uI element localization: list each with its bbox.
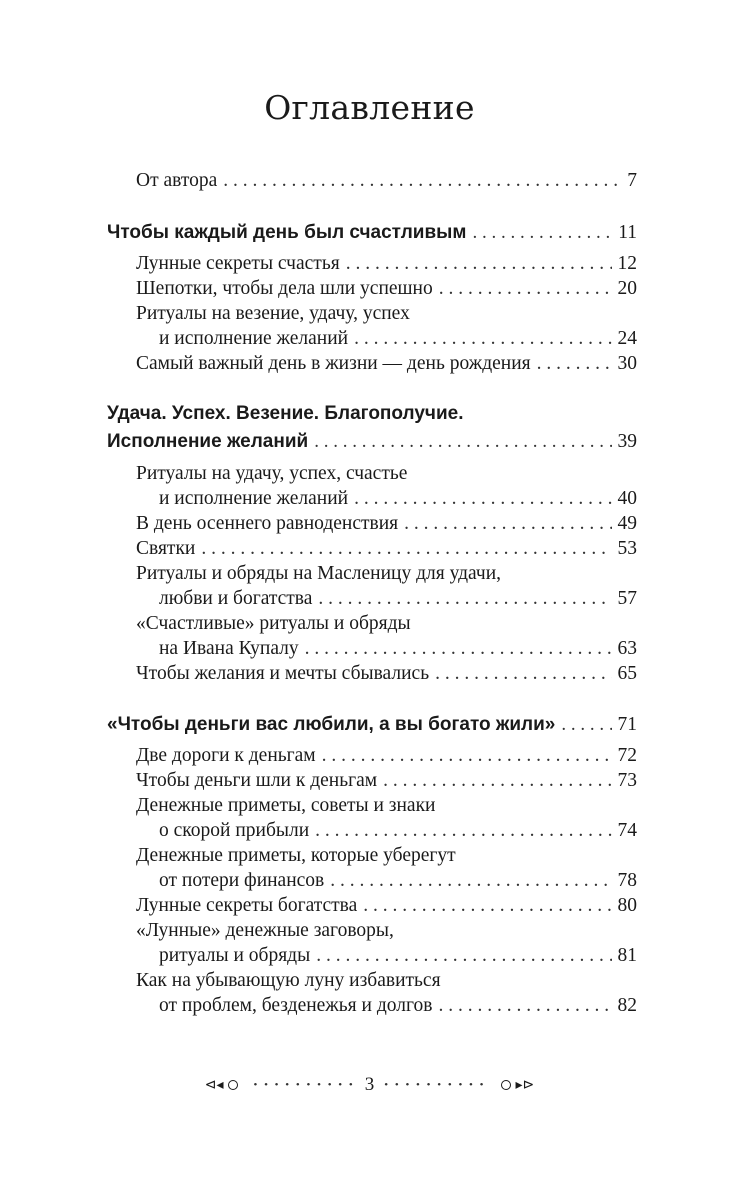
toc-entry xyxy=(136,845,637,871)
toc-entry xyxy=(136,745,637,771)
toc-entry xyxy=(159,638,637,664)
toc-leader-dots xyxy=(322,745,612,767)
toc-page-number: 78 xyxy=(617,870,637,891)
toc-section-heading xyxy=(107,431,637,457)
right-ornament-icon: ▸⊳ xyxy=(515,1077,535,1093)
toc-page-number: 49 xyxy=(617,513,637,534)
toc-page-number: 7 xyxy=(627,170,637,191)
toc-page-number: 73 xyxy=(617,770,637,791)
toc-leader-dots xyxy=(561,714,611,736)
toc-leader-dots xyxy=(314,431,611,453)
toc-leader-dots xyxy=(354,328,611,350)
toc-entry xyxy=(136,613,637,639)
toc-leader-dots xyxy=(305,638,612,660)
toc-entry xyxy=(136,895,637,921)
toc-leader-dots xyxy=(201,538,611,560)
toc-page-number: 80 xyxy=(617,895,637,916)
toc-leader-dots xyxy=(537,353,612,375)
toc-entry xyxy=(136,353,637,379)
toc-entry-title: «Лунные» денежные заговоры, xyxy=(136,920,394,941)
toc-entry-title: на Ивана Купалу xyxy=(159,638,299,659)
toc-entry xyxy=(136,663,637,689)
toc-entry-title: От автора xyxy=(136,170,218,191)
toc-entry xyxy=(136,170,637,196)
left-circle-icon xyxy=(228,1080,238,1090)
toc-entry xyxy=(159,995,637,1021)
toc-entry xyxy=(136,770,637,796)
toc-page-number: 81 xyxy=(617,945,637,966)
toc-leader-dots xyxy=(346,253,612,275)
toc-page-number: 65 xyxy=(617,663,637,684)
toc-entry-title: Денежные приметы, которые уберегут xyxy=(136,845,456,866)
toc-page-number: 72 xyxy=(617,745,637,766)
toc-leader-dots xyxy=(330,870,611,892)
toc-entry-title: ритуалы и обряды xyxy=(159,945,311,966)
toc-page-number: 30 xyxy=(617,353,637,374)
toc-page-number: 63 xyxy=(617,638,637,659)
toc-entry xyxy=(136,253,637,279)
toc-entry-title: Чтобы желания и мечты сбывались xyxy=(136,663,430,684)
page-title: Оглавление xyxy=(264,88,475,127)
toc-entry-title: Чтобы деньги шли к деньгам xyxy=(136,770,378,791)
toc-page-number: 71 xyxy=(617,714,637,735)
toc-entry-title: Ритуалы на везение, удачу, успех xyxy=(136,303,410,324)
toc-entry-title: от проблем, безденежья и долгов xyxy=(159,995,433,1016)
toc-entry xyxy=(136,278,637,304)
toc-section-heading xyxy=(107,714,637,740)
toc-entry-title: Чтобы каждый день был счастливым xyxy=(107,222,467,243)
toc-leader-dots xyxy=(439,278,612,300)
toc-entry-title: от потери финансов xyxy=(159,870,325,891)
toc-entry xyxy=(136,303,637,329)
toc-entry-title: Шепотки, чтобы дела шли успешно xyxy=(136,278,433,299)
left-dotted-rule: • • • • • • • • • • xyxy=(253,1079,355,1091)
toc-entry-title: Ритуалы на удачу, успех, счастье xyxy=(136,463,408,484)
toc-section-heading xyxy=(107,222,637,248)
toc-leader-dots xyxy=(316,945,611,967)
toc-entry-title: Святки xyxy=(136,538,196,559)
toc-leader-dots xyxy=(223,170,621,192)
toc-entry-title: и исполнение желаний xyxy=(159,328,349,349)
toc-leader-dots xyxy=(438,995,611,1017)
toc-entry xyxy=(136,563,637,589)
toc-entry-title: В день осеннего равноденствия xyxy=(136,513,399,534)
toc-section-heading xyxy=(107,403,637,429)
toc-entry xyxy=(159,328,637,354)
right-dotted-rule: • • • • • • • • • • xyxy=(384,1079,486,1091)
toc-entry-title: и исполнение желаний xyxy=(159,488,349,509)
left-ornament-icon: ⊲◂ xyxy=(204,1077,224,1093)
toc-entry-title: «Чтобы деньги вас любили, а вы богато жили» xyxy=(107,714,556,735)
toc-entry-title: Денежные приметы, советы и знаки xyxy=(136,795,436,816)
toc-entry-title: Лунные секреты счастья xyxy=(136,253,340,274)
toc-entry xyxy=(136,463,637,489)
toc-page-number: 53 xyxy=(617,538,637,559)
toc-entry xyxy=(136,538,637,564)
toc-leader-dots xyxy=(435,663,611,685)
toc-entry xyxy=(159,820,637,846)
toc-page-number: 11 xyxy=(618,222,637,243)
toc-entry-title: «Счастливые» ритуалы и обряды xyxy=(136,613,411,634)
toc-entry-title: Две дороги к деньгам xyxy=(136,745,316,766)
toc-page-number: 74 xyxy=(617,820,637,841)
toc-entry-title: Самый важный день в жизни — день рождения xyxy=(136,353,531,374)
page-number: 3 xyxy=(364,1074,375,1095)
toc-leader-dots xyxy=(363,895,611,917)
toc-entry-title: Как на убывающую луну избавиться xyxy=(136,970,441,991)
toc-entry xyxy=(136,795,637,821)
toc-entry-title: любви и богатства xyxy=(159,588,313,609)
toc-entry xyxy=(159,945,637,971)
toc-entry-title: Удача. Успех. Везение. Благополучие. xyxy=(107,403,464,424)
toc-leader-dots xyxy=(315,820,611,842)
toc-entry-title: Ритуалы и обряды на Масленицу для удачи, xyxy=(136,563,502,584)
right-circle-icon xyxy=(501,1080,511,1090)
toc-page-number: 57 xyxy=(617,588,637,609)
toc-entry xyxy=(159,870,637,896)
toc-leader-dots xyxy=(472,222,612,244)
toc-entry-title: Лунные секреты богатства xyxy=(136,895,358,916)
toc-leader-dots xyxy=(383,770,611,792)
toc-entry-title: о скорой прибыли xyxy=(159,820,310,841)
toc-leader-dots xyxy=(354,488,611,510)
toc-page-number: 12 xyxy=(617,253,637,274)
toc-page-number: 20 xyxy=(617,278,637,299)
toc-entry xyxy=(136,513,637,539)
toc-entry xyxy=(159,588,637,614)
toc-page-number: 39 xyxy=(617,431,637,452)
toc-entry xyxy=(159,488,637,514)
toc-entry-title: Исполнение желаний xyxy=(107,431,309,452)
toc-leader-dots xyxy=(318,588,611,610)
toc-entry xyxy=(136,920,637,946)
toc-page-number: 40 xyxy=(617,488,637,509)
toc-entry xyxy=(136,970,637,996)
toc-page-number: 24 xyxy=(617,328,637,349)
page-footer xyxy=(0,1070,739,1100)
toc-page-number: 82 xyxy=(617,995,637,1016)
toc-leader-dots xyxy=(404,513,611,535)
